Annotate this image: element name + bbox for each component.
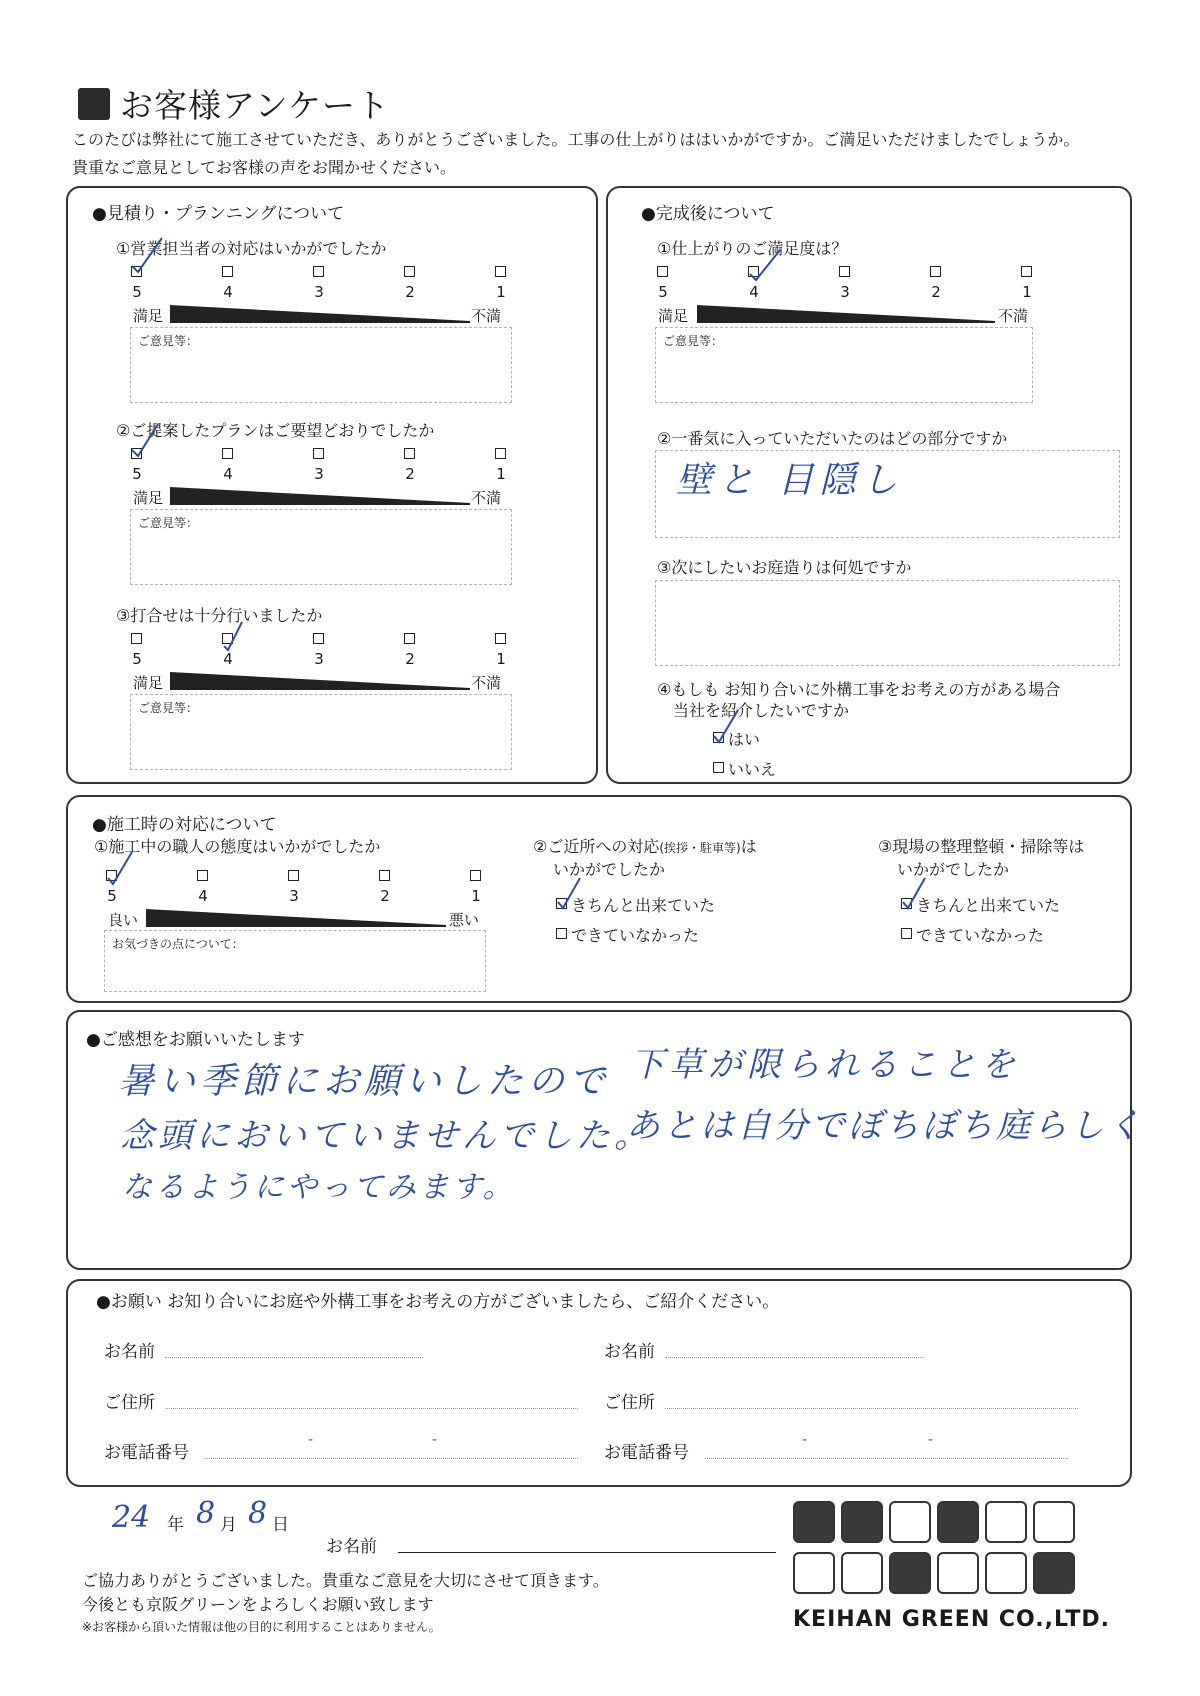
impressions-line-1b: 下草が限られることを (630, 1045, 1020, 1085)
referral-phone-field-right[interactable] (705, 1458, 1068, 1459)
construction-q1-option-2[interactable] (379, 870, 390, 881)
check-mark-icon (712, 706, 742, 746)
estimate-q2: ②ご提案したプランはご要望どおりでしたか (116, 421, 435, 440)
scale-good-label: 満足 (133, 674, 164, 692)
scale-num-2: 2 (405, 283, 415, 301)
construction-q1: ①施工中の職人の態度はいかがでしたか (94, 837, 381, 856)
scale-num-5: 5 (132, 465, 142, 483)
scale-num-3: 3 (314, 465, 324, 483)
scale-num-4: 4 (223, 650, 233, 668)
intro-line-1: このたびは弊社にて施工させていただき、ありがとうございました。工事の仕上がりははいかがですか。ご満足いただけましたでしょうか。 (72, 130, 1080, 149)
construction-q3-yes-label: きちんと出来ていた (916, 896, 1061, 915)
check-mark-icon (104, 848, 138, 888)
scale-num-5: 5 (132, 650, 142, 668)
scale-num-2: 2 (405, 465, 415, 483)
construction-heading: ●施工時の対応について (92, 815, 277, 835)
construction-q2-no-label: できていなかった (571, 926, 700, 945)
referral-address-field-right[interactable] (665, 1408, 1078, 1409)
completion-q1: ①仕上がりのご満足度は？ (657, 239, 848, 258)
notice-label: お気づきの点について： (112, 937, 244, 951)
completion-q1-option-3[interactable] (839, 266, 850, 277)
scale-good-label: 良い (108, 911, 139, 929)
estimate-q3: ③打合せは十分行いましたか (116, 606, 323, 625)
day-label: 日 (272, 1515, 289, 1535)
phone-separator: - (928, 1432, 934, 1448)
check-mark-icon (220, 620, 250, 652)
page-title: お客様アンケート (120, 86, 391, 125)
thanks-line-1: ご協力ありがとうございました。貴重なご意見を大切にさせて頂きます。 (82, 1571, 609, 1590)
intro-line-2: 貴重なご意見としてお客様の声をお聞かせください。 (72, 158, 457, 177)
construction-q1-option-1[interactable] (470, 870, 481, 881)
logo-cell (985, 1552, 1027, 1594)
referral-name-field-left[interactable] (165, 1357, 423, 1358)
completion-q1-option-1[interactable] (1021, 266, 1032, 277)
comment-label: ご意見等： (138, 701, 199, 715)
logo-cell (793, 1501, 835, 1543)
estimate-q3-option-5[interactable] (131, 633, 142, 644)
estimate-q2-option-1[interactable] (495, 448, 506, 459)
referral-name-field-right[interactable] (665, 1357, 923, 1358)
scale-good-label: 満足 (133, 307, 164, 325)
construction-q3-no-checkbox[interactable] (901, 928, 912, 939)
scale-num-3: 3 (314, 650, 324, 668)
logo-cell (793, 1552, 835, 1594)
date-year: 24 (112, 1500, 151, 1535)
construction-q3-line1: ③現場の整理整頓・掃除等は (878, 837, 1085, 856)
construction-q1-option-3[interactable] (288, 870, 299, 881)
check-mark-icon (556, 876, 586, 912)
check-mark-icon (901, 876, 931, 912)
referral-name-label-left: お名前 (104, 1342, 155, 1362)
title-square-icon (78, 88, 110, 120)
estimate-q2-option-3[interactable] (313, 448, 324, 459)
impressions-line-2b: あとは自分でぼちぼち庭らしく (626, 1106, 1144, 1146)
impressions-line-2a: 念頭においていませんでした。 (120, 1116, 652, 1156)
satisfaction-scale-wedge (170, 487, 470, 505)
logo-cell (889, 1501, 931, 1543)
completion-q4-no-label: いいえ (728, 760, 777, 779)
phone-separator: - (432, 1432, 438, 1448)
construction-q3-no-label: できていなかった (916, 926, 1045, 945)
title-block (78, 80, 390, 127)
construction-q2-text-b: は (740, 837, 757, 856)
completion-q4-line1: ④もしも お知り合いに外構工事をお考えの方がある場合 (657, 680, 1061, 699)
completion-q2: ②一番気に入っていただいたのはどの部分ですか (657, 429, 1008, 448)
scale-num-1: 1 (496, 465, 506, 483)
logo-cell (1033, 1501, 1075, 1543)
referral-address-label-left: ご住所 (104, 1393, 155, 1413)
month-label: 月 (220, 1515, 237, 1535)
comment-label: ご意見等： (138, 334, 199, 348)
referral-address-label-right: ご住所 (604, 1393, 655, 1413)
estimate-q3-option-3[interactable] (313, 633, 324, 644)
phone-separator: - (802, 1432, 808, 1448)
referral-name-label-right: お名前 (604, 1342, 655, 1362)
scale-num-1: 1 (496, 650, 506, 668)
scale-num-1: 1 (496, 283, 506, 301)
referral-address-field-left[interactable] (165, 1408, 578, 1409)
scale-good-label: 満足 (658, 307, 689, 325)
check-mark-icon (128, 236, 168, 276)
logo-cell (937, 1552, 979, 1594)
completion-q3-answer-box[interactable] (655, 580, 1120, 666)
referral-phone-field-left[interactable] (205, 1458, 578, 1459)
logo-cell (1033, 1552, 1075, 1594)
impressions-heading: ●ご感想をお願いいたします (86, 1030, 305, 1050)
estimate-q1-option-1[interactable] (495, 266, 506, 277)
satisfaction-scale-wedge (697, 305, 995, 323)
scale-num-5: 5 (132, 283, 142, 301)
date-day: 8 (248, 1496, 268, 1531)
construction-q2-line2: いかがでしたか (553, 860, 666, 879)
construction-q1-option-4[interactable] (197, 870, 208, 881)
logo-cell (937, 1501, 979, 1543)
comment-label: ご意見等： (663, 334, 724, 348)
construction-q2-line1 (533, 834, 757, 857)
estimate-q3-option-1[interactable] (495, 633, 506, 644)
scale-num-5: 5 (658, 283, 668, 301)
scale-bad-label: 不満 (471, 307, 502, 325)
completion-q4-no-checkbox[interactable] (713, 762, 724, 773)
construction-q2-yes-label: きちんと出来ていた (571, 896, 716, 915)
construction-q3-line2: いかがでしたか (897, 860, 1010, 879)
impressions-line-3: なるようにやってみます。 (122, 1170, 516, 1205)
signature-name-label: お名前 (326, 1537, 377, 1557)
estimate-q2-option-2[interactable] (404, 448, 415, 459)
completion-q3: ③次にしたいお庭造りは何処ですか (657, 558, 912, 577)
impressions-line-1a: 暑い季節にお願いしたので (118, 1061, 611, 1102)
satisfaction-scale-wedge (170, 672, 470, 690)
scale-bad-label: 不満 (471, 674, 502, 692)
phone-separator: - (308, 1432, 314, 1448)
scale-bad-label: 悪い (449, 911, 480, 929)
scale-num-2: 2 (405, 650, 415, 668)
scale-num-2: 2 (931, 283, 941, 301)
scale-num-2: 2 (380, 887, 390, 905)
logo-cell (889, 1552, 931, 1594)
construction-q2-text-a: ②ご近所への対応 (533, 837, 660, 856)
completion-q2-handwritten-answer: 壁と 目隠し (676, 460, 904, 501)
construction-q2-no-checkbox[interactable] (556, 928, 567, 939)
scale-good-label: 満足 (133, 489, 164, 507)
referral-phone-label-right: お電話番号 (604, 1443, 689, 1463)
scale-num-4: 4 (223, 283, 233, 301)
satisfaction-scale-wedge (170, 305, 470, 323)
estimate-q1-option-2[interactable] (404, 266, 415, 277)
comment-label: ご意見等： (138, 516, 199, 530)
satisfaction-scale-wedge (146, 909, 446, 927)
year-label: 年 (167, 1515, 184, 1535)
scale-num-4: 4 (223, 465, 233, 483)
privacy-note: ※お客様から頂いた情報は他の目的に利用することはありません。 (82, 1620, 441, 1634)
completion-heading: ●完成後について (641, 204, 775, 224)
signature-name-line[interactable] (398, 1552, 776, 1553)
scale-num-4: 4 (198, 887, 208, 905)
estimate-q1-option-3[interactable] (313, 266, 324, 277)
company-logo-text: KEIHAN GREEN CO.,LTD. (793, 1607, 1110, 1632)
scale-num-3: 3 (289, 887, 299, 905)
estimate-q2-option-4[interactable] (222, 448, 233, 459)
check-mark-icon (748, 248, 788, 288)
scale-num-3: 3 (840, 283, 850, 301)
construction-q2-text-small: (挨拶・駐車等) (659, 841, 741, 855)
thanks-line-2: 今後とも京阪グリーンをよろしくお願い致します (82, 1595, 434, 1614)
completion-q1-option-5[interactable] (657, 266, 668, 277)
check-mark-icon (128, 420, 168, 460)
estimate-q1: ①営業担当者の対応はいかがでしたか (116, 239, 387, 258)
completion-q4-yes-label: はい (728, 730, 761, 749)
logo-cell (841, 1501, 883, 1543)
scale-num-1: 1 (471, 887, 481, 905)
estimate-q1-option-4[interactable] (222, 266, 233, 277)
referral-heading: ●お願い お知り合いにお庭や外構工事をお考えの方がございましたら、ご紹介ください。 (96, 1292, 780, 1312)
scale-num-4: 4 (749, 283, 759, 301)
scale-bad-label: 不満 (998, 307, 1029, 325)
logo-cell (841, 1552, 883, 1594)
estimate-q3-option-2[interactable] (404, 633, 415, 644)
estimate-heading: ●見積り・プランニングについて (92, 204, 345, 224)
referral-phone-label-left: お電話番号 (104, 1443, 189, 1463)
date-month: 8 (196, 1496, 216, 1531)
completion-q1-option-2[interactable] (930, 266, 941, 277)
logo-cell (985, 1501, 1027, 1543)
scale-num-3: 3 (314, 283, 324, 301)
scale-num-5: 5 (107, 887, 117, 905)
scale-bad-label: 不満 (471, 489, 502, 507)
scale-num-1: 1 (1022, 283, 1032, 301)
completion-q4-line2: 当社を紹介したいですか (673, 701, 850, 720)
